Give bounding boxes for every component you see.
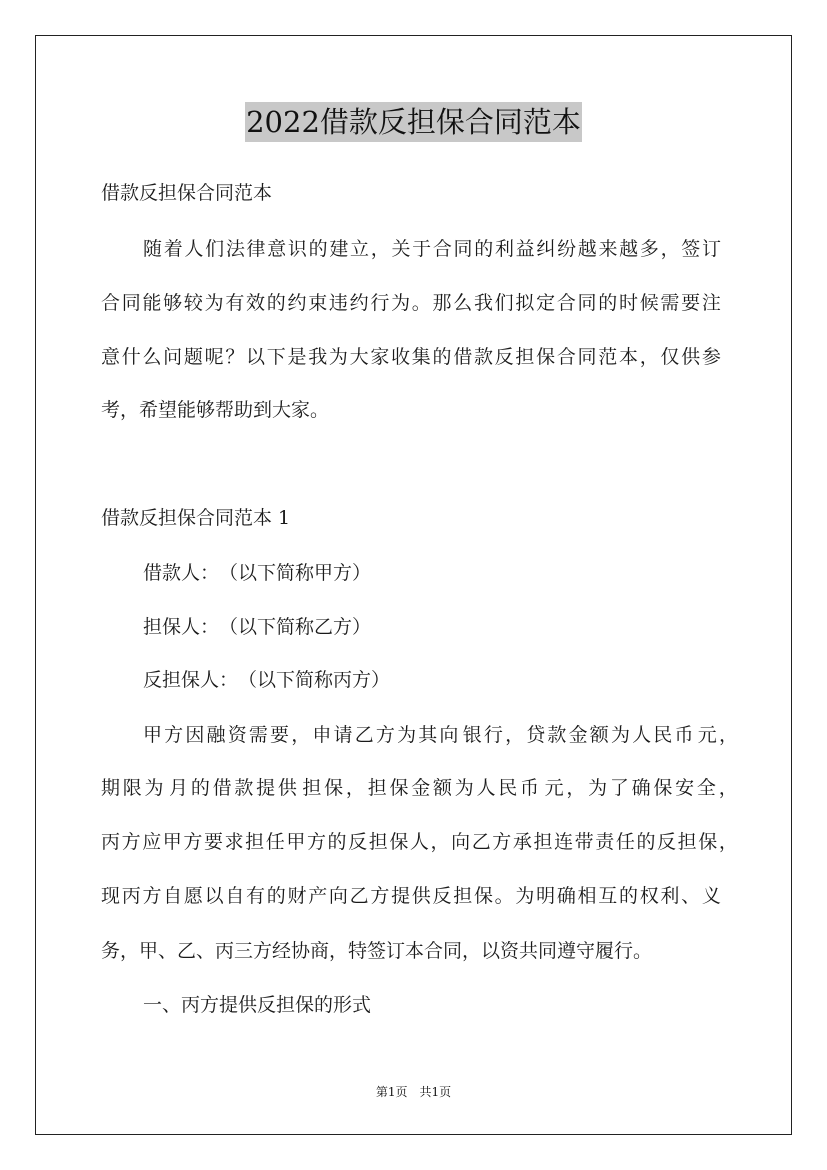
title-container [0,102,827,142]
intro-heading: 借款反担保合同范本 [101,182,273,204]
body-line-3: 丙 方 应 甲 方 要 求 担 任 甲 方 的 反 担 保 人 ， 向 乙 方 承 担 连 带 责 任 的 反 担 保 ， [101,831,738,853]
intro-line-4: 考，希望能够帮助到大家。 [101,399,330,421]
intro-line-1: 随 着 人 们 法 律 意 识 的 建 立 ， 关 于 合 同 的 利 益 纠 纷 越 来 越 多 ， 签 订 [143,238,721,260]
section-heading: 借款反担保合同范本 1 [101,507,291,529]
body-line-5: 务，甲、乙、丙三方经协商，特签订本合同，以资共同遵守履行。 [101,940,653,962]
document-title: 2022借款反担保合同范本 [245,102,582,142]
body-line-4: 现 丙 方 自 愿 以 自 有 的 财 产 向 乙 方 提 供 反 担 保 。 为 明 确 相 互 的 权 利 、 义 [101,885,721,907]
body-line-2: 期 限 为 月 的 借 款 提 供 担 保 ， 担 保 金 额 为 人 民 币 元 ， 为 了 确 保 安 全 ， [101,777,738,799]
clause-heading: 一、丙方提供反担保的形式 [143,994,372,1016]
party-guarantor: 担保人： （以下简称乙方） [143,616,372,638]
intro-line-3: 意 什 么 问 题 呢 ？ 以 下 是 我 为 大 家 收 集 的 借 款 反 担 保 合 同 范 本 ， 仅 供 参 [101,346,721,368]
party-counter-guarantor: 反担保人： （以下简称丙方） [143,669,391,691]
body-line-1: 甲 方 因 融 资 需 要 ， 申 请 乙 方 为 其 向 银 行 ， 贷 款 金 额 为 人 民 币 元 ， [143,724,738,746]
page-footer: 第1页 共1页 [375,1085,452,1099]
party-borrower: 借款人： （以下简称甲方） [143,562,372,584]
intro-line-2: 合 同 能 够 较 为 有 效 的 约 束 违 约 行 为 。 那 么 我 们 拟 定 合 同 的 时 候 需 要 注 [101,292,721,314]
